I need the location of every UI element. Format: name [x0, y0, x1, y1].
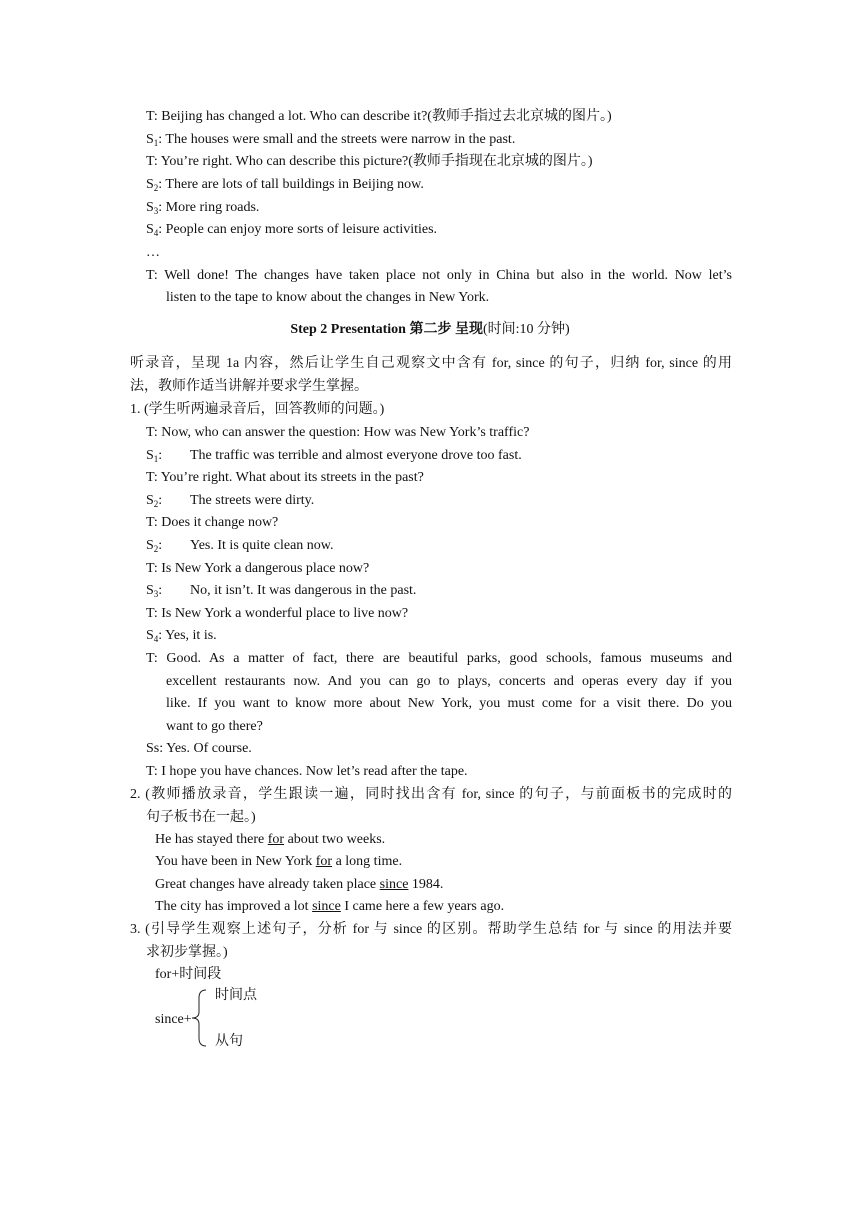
dialogue-line: T: Beijing has changed a lot. Who can describe it?(教师手指过去北京城的图片。) [146, 109, 612, 124]
dialogue-line: T: Is New York a dangerous place now? [146, 561, 370, 576]
example-sentence: He has stayed there for about two weeks. [155, 832, 386, 847]
utterance: Yes. It is quite clean now. [190, 538, 334, 553]
keyword-for: for [315, 854, 333, 869]
dialogue-line: T: You’re right. What about its streets in the past? [146, 470, 424, 485]
keyword-for: for [267, 832, 285, 847]
section-heading-continuation: 求初步掌握。) [146, 945, 228, 960]
speaker: S [146, 132, 154, 147]
dialogue-line: T: I hope you have chances. Now let’s read after the tape. [146, 764, 468, 779]
utterance: No, it isn’t. It was dangerous in the past. [190, 583, 417, 598]
dialogue-line [146, 130, 515, 150]
dialogue-line: T: Well done! The changes have taken place not only in China but also in the world. Now let’s [146, 268, 732, 283]
example-sentence: The city has improved a lot since I came here a few years ago. [155, 899, 505, 914]
speaker: S [146, 200, 154, 215]
utterance: : People can enjoy more sorts of leisure activities. [158, 222, 438, 237]
utterance: The traffic was terrible and almost everyone drove too fast. [190, 448, 522, 463]
utterance: : There are lots of tall buildings in Beijing now. [158, 177, 424, 192]
dialogue-line: T: Good. As a matter of fact, there are beautiful parks, good schools, famous museums and [146, 651, 732, 666]
dialogue-line [146, 220, 437, 240]
dialogue-line: T: Does it change now? [146, 515, 279, 530]
ellipsis: … [146, 245, 160, 260]
speaker: $S_3$: [146, 583, 163, 599]
speaker: $S_4$ [146, 628, 159, 644]
keyword-since: since [312, 899, 341, 914]
section-heading: 2. (教师播放录音，学生跟读一遍，同时找出含有 for, since 的句子，与前面板书的完成时的 [130, 787, 732, 802]
dialogue-line: Ss: Yes. Of course. [146, 741, 252, 756]
instruction-line: 听录音，呈现 1a 内容，然后让学生自己观察文中含有 for, since 的句子，归纳 for, since 的用 [130, 356, 732, 371]
dialogue-line-continuation: excellent restaurants now. And you can go to plays, concerts and operas every day if you [166, 674, 732, 689]
dialogue-line [146, 581, 416, 601]
dialogue-line [146, 536, 334, 556]
utterance: : Yes, it is. [158, 628, 217, 643]
since-option-clause: 从句 [215, 1034, 243, 1049]
speaker-index: 1 [153, 138, 159, 148]
since-option-time-point: 时间点 [215, 988, 257, 1003]
speaker: $S_2$: [146, 493, 163, 509]
for-rule: for+时间段 [155, 967, 222, 982]
dialogue-line [146, 626, 217, 646]
dialogue-line [146, 491, 314, 511]
utterance: : The houses were small and the streets were narrow in the past. [158, 132, 516, 147]
speaker-index: 4 [153, 228, 159, 238]
section-heading: 1. (学生听两遍录音后，回答教师的问题。) [130, 402, 385, 417]
step-heading [0, 320, 860, 340]
dialogue-line [146, 175, 424, 195]
keyword-since: since [379, 877, 409, 892]
since-rule-label: since+ [155, 1012, 192, 1027]
dialogue-line: T: You’re right. Who can describe this picture?(教师手指现在北京城的图片。) [146, 154, 593, 169]
step-title: Step 2 Presentation 第二步 呈现 [290, 322, 483, 337]
dialogue-line-continuation: want to go there? [166, 719, 263, 734]
dialogue-line-continuation: listen to the tape to know about the changes in New York. [166, 290, 490, 305]
speaker: S [146, 222, 154, 237]
utterance: The streets were dirty. [190, 493, 315, 508]
section-heading: 3. (引导学生观察上述句子，分析 for 与 since 的区别。帮助学生总结 for 与 since 的用法并要 [130, 922, 732, 937]
dialogue-line: T: Is New York a wonderful place to live now? [146, 606, 409, 621]
example-sentence: Great changes have already taken place since 1984. [155, 877, 444, 892]
section-heading-continuation: 句子板书在一起。) [146, 810, 256, 825]
instruction-line: 法，教师作适当讲解并要求学生掌握。 [130, 379, 368, 394]
dialogue-line [146, 198, 259, 218]
dialogue-line: T: Now, who can answer the question: How was New York’s traffic? [146, 425, 530, 440]
step-time: (时间:10 分钟) [482, 322, 570, 337]
speaker-index: 3 [153, 206, 159, 216]
dialogue-line [146, 446, 522, 466]
speaker-index: 2 [153, 183, 159, 193]
curly-brace-icon [186, 988, 210, 1048]
speaker: $S_2$: [146, 538, 163, 554]
example-sentence: You have been in New York for a long time. [155, 854, 403, 869]
dialogue-line-continuation: like. If you want to know more about New York, you must come for a visit there. Do you [166, 696, 732, 711]
speaker: S [146, 177, 154, 192]
utterance: : More ring roads. [158, 200, 260, 215]
speaker: $S_1$: [146, 448, 163, 464]
